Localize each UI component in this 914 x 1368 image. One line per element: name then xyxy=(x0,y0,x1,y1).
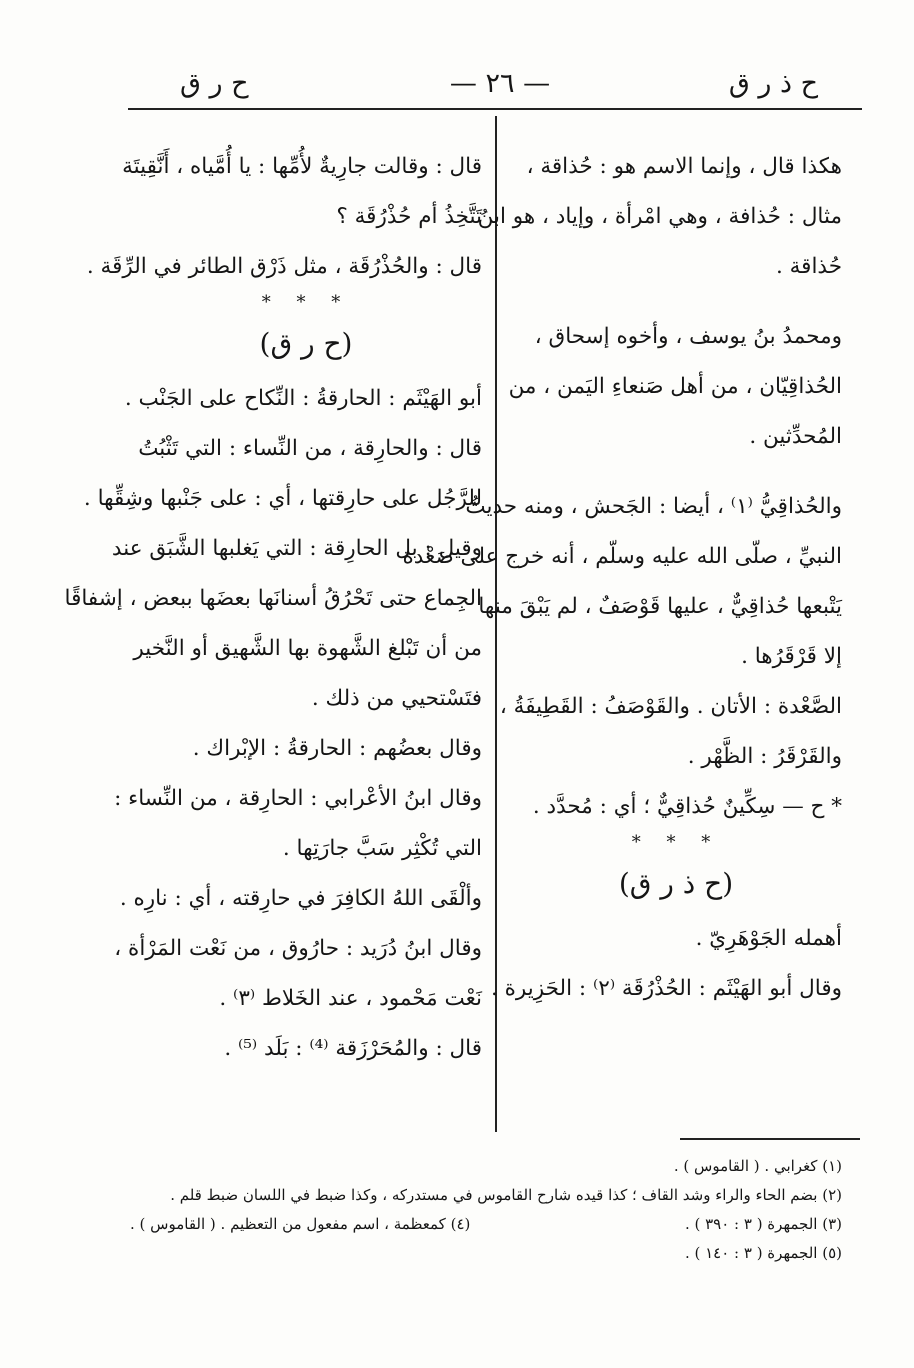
footnotes xyxy=(130,1152,842,1268)
footnote: (٣) الجمهرة ( ٣ : ٣٩٠ ) . xyxy=(684,1215,842,1233)
text-line: وقيل : بل الحارِقة : التي يَغلبها الشَّبَق عند xyxy=(111,536,482,561)
text-line: قال : وقالت جارِيةٌ لأُمِّها : يا أُمَّياه ، أَنَّقِيتَة xyxy=(122,154,482,179)
footnote-row xyxy=(130,1210,842,1239)
section-separator: * * * xyxy=(631,832,721,853)
text-line: المُحدِّثين . xyxy=(749,424,842,449)
page-number: — ٢٦ — xyxy=(449,68,551,99)
text-line: هكذا قال ، وإنما الاسم هو : حُذاقة ، xyxy=(526,154,842,179)
header-root-right: ح ذ ر ق xyxy=(728,68,818,99)
text-line: الصَّعْدة : الأتان . والقَوْصَفُ : القَطِيفَةُ ، xyxy=(499,694,842,719)
entry-heading: (ح ذ ر ق) xyxy=(618,867,734,900)
text-line: قال : والحارِقة ، من النِّساء : التي تَثْبُتُ xyxy=(138,436,482,461)
section-separator: * * * xyxy=(261,292,351,313)
text-line: مثال : حُذافة ، وهي امْرأة ، وإياد ، هو ابنُ xyxy=(477,204,842,229)
text-line: النبيِّ ، صلّى الله عليه وسلّم ، أنه خرج على صَعْدة xyxy=(402,544,842,569)
left-column xyxy=(64,142,482,1074)
text-line: للرَّجُل على حارِقتها ، أي : على جَنْبها وشِقِّها . xyxy=(83,486,482,511)
text-line: فتَسْتحيي من ذلك . xyxy=(311,686,482,711)
text-line: أهمله الجَوْهَرِيّ . xyxy=(695,926,842,951)
footnote: (٢) بضم الحاء والراء وشد القاف ؛ كذا قيده شارح القاموس في مستدركه ، وكذا ضبط في اللسان ضبط قلم . xyxy=(170,1186,842,1204)
footnote: (٤) كمعظمة ، اسم مفعول من التعظيم . ( القاموس ) . xyxy=(130,1215,471,1233)
text-line: قال : والمُحَرْزَقة ⁽⁴⁾ : بَلَد ⁽⁵⁾ . xyxy=(224,1036,482,1061)
text-line: التي تُكْثِر سَبَّ جارَتِها . xyxy=(282,836,482,861)
text-line: وقال أبو الهَيْثَم : الحُذْرُقَة ⁽٢⁾ : الحَزِيرة . xyxy=(491,976,842,1001)
text-line: والحُذاقِيُّ ⁽١⁾ ، أيضا : الجَحش ، ومنه حديثُ xyxy=(465,494,842,519)
text-line: تَتَّخِذُ أم حُذْرُقَة ؟ xyxy=(336,204,482,229)
text-line: وقال ابنُ الأعْرابي : الحارِقة ، من النِّساء : xyxy=(114,786,482,811)
text-line: وقال بعضُهم : الحارقةُ : الإبْراك . xyxy=(192,736,482,761)
text-line: ومحمدُ بنُ يوسف ، وأخوه إسحاق ، xyxy=(534,324,842,349)
text-line: * ح — سِكِّينٌ حُذاقِيٌّ ؛ أي : مُحدَّد . xyxy=(532,794,842,819)
text-line: قال : والحُذْرُقَة ، مثل ذَرْق الطائر في الرِّقَة . xyxy=(86,254,482,279)
text-line: الجِماع حتى تَحْرُقُ أسنانَها بعضَها ببعض ، إشفاقًا xyxy=(64,586,482,611)
header-root-left: ح ر ق xyxy=(180,68,249,99)
text-line: أبو الهَيْثَم : الحارقةُ : النِّكاح على الجَنْب . xyxy=(124,386,482,411)
text-line: وألْقَى اللهُ الكافِرَ في حارِقته ، أي : نارِه . xyxy=(119,886,482,911)
footnote-rule xyxy=(680,1138,860,1140)
text-line: يَتْبعها حُذاقِيٌّ ، عليها قَوْصَفٌ ، لم يَبْقَ منها xyxy=(478,594,842,619)
entry-heading: (ح ر ق) xyxy=(259,327,353,360)
text-line: حُذاقة . xyxy=(775,254,842,279)
text-line: والقَرْقَرُ : الظَّهْر . xyxy=(687,744,842,769)
footnote: (١) كغرابي . ( القاموس ) . xyxy=(673,1157,842,1175)
text-line: الحُذاقِيّان ، من أهل صَنعاءِ اليَمن ، من xyxy=(508,374,842,399)
text-line: إلا قَرْقَرُها . xyxy=(741,644,842,669)
text-line: نَعْت مَحْمود ، عند الخَلاط ⁽٣⁾ . xyxy=(219,986,482,1011)
text-line: وقال ابنُ دُرَيد : حارُوق ، من نَعْت المَرْأة ، xyxy=(114,936,482,961)
header-rule xyxy=(128,108,862,110)
footnote: (٥) الجمهرة ( ٣ : ١٤٠ ) . xyxy=(684,1244,842,1262)
text-line: من أن تَبْلغ الشَّهوة بها الشَّهيق أو النَّخير xyxy=(133,636,482,661)
